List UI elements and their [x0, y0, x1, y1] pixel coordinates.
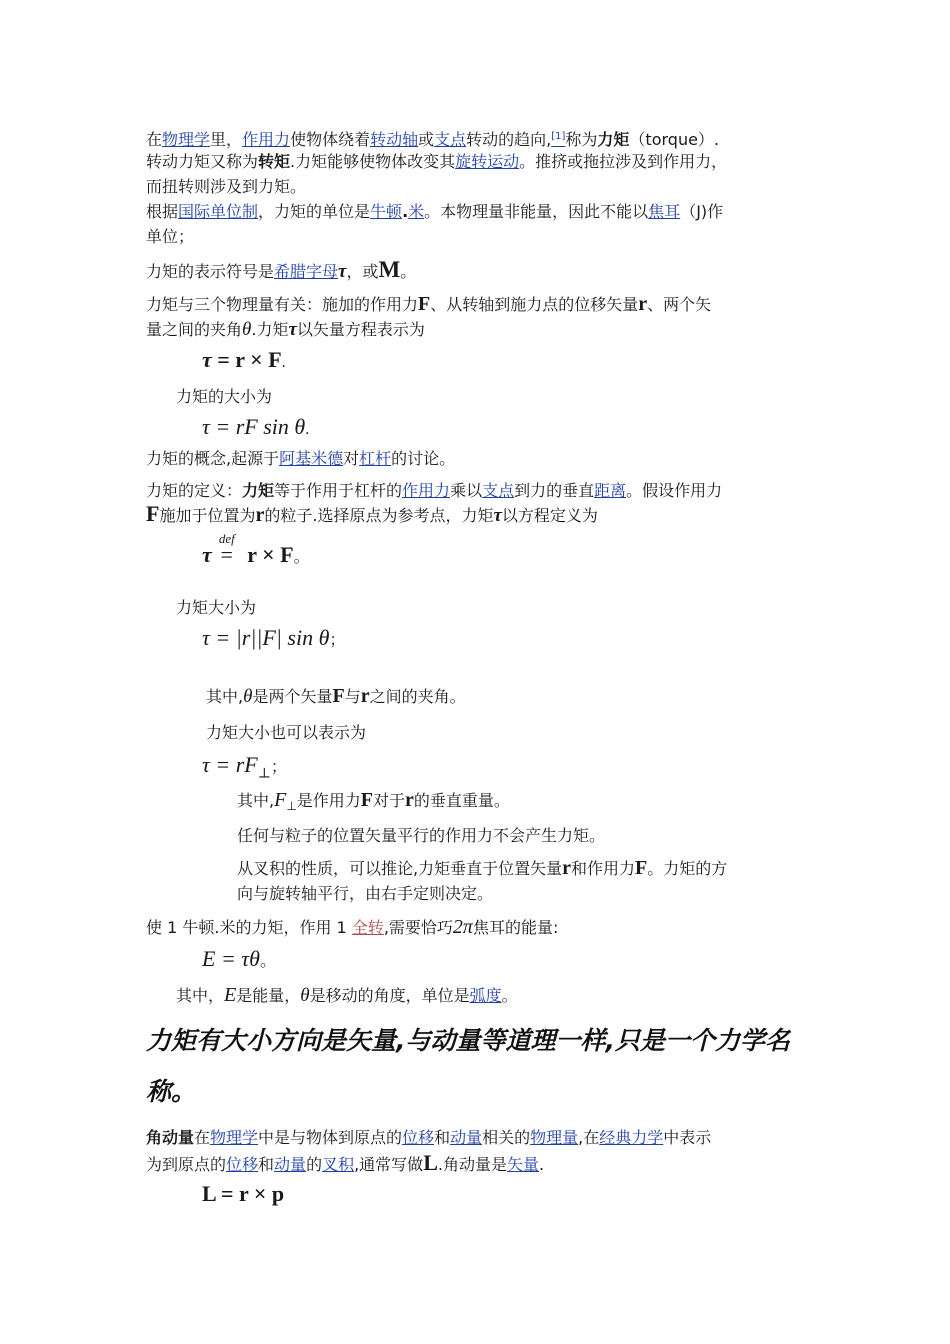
link-joule[interactable]: 焦耳 [648, 202, 681, 221]
text: 对 [343, 449, 360, 468]
link-distance[interactable]: 距离 [594, 481, 627, 500]
link-pivot[interactable]: 支点 [434, 130, 467, 149]
text: .力矩能够使物体改变其 [290, 152, 456, 171]
text: 的 [306, 1155, 323, 1174]
equation-angular-momentum [202, 1182, 284, 1205]
cross-product-note [237, 857, 727, 880]
term-torque: 力矩 [242, 481, 275, 500]
text: 。 [293, 549, 310, 566]
text: . [305, 421, 310, 438]
equation-energy [202, 947, 276, 973]
unit-line-2: 单位； [146, 227, 195, 246]
text: 使 1 牛顿.米的力矩，作用 1 [146, 918, 352, 937]
text: 使物体绕着 [290, 130, 371, 149]
text: .角动量是 [437, 1155, 507, 1174]
equation-text: r × F [247, 542, 294, 567]
text: 、从转轴到施力点的位移矢量 [430, 295, 639, 314]
link-physical-quantity[interactable]: 物理量 [530, 1128, 579, 1147]
text: 其中， [176, 986, 225, 1005]
text: 中表示 [663, 1128, 712, 1147]
f-symbol: F [418, 293, 431, 315]
text: ，力矩的单位是 [258, 202, 371, 221]
magnitude-label-2: 力矩大小为 [176, 598, 257, 617]
text: 转动的趋向, [466, 130, 552, 149]
equation-text: L = r × p [202, 1181, 285, 1206]
equation-cross-magnitude [202, 626, 345, 652]
text: ； [270, 759, 287, 776]
text: 。假设作用力 [626, 481, 723, 500]
text: 。 [501, 986, 518, 1005]
link-si[interactable]: 国际单位制 [178, 202, 259, 221]
definition-line-2 [146, 502, 598, 527]
text: 为到原点的 [146, 1155, 227, 1174]
link-cross-product[interactable]: 叉积 [322, 1155, 355, 1174]
f-symbol: F [146, 501, 160, 526]
origin-paragraph [146, 447, 455, 470]
f-symbol: F [360, 789, 373, 811]
text: . [402, 202, 409, 221]
link-momentum[interactable]: 动量 [450, 1128, 483, 1147]
f-perp-symbol: F [274, 789, 287, 811]
text: 焦耳的能量: [472, 918, 559, 937]
r-symbol: r [405, 789, 414, 811]
energy-paragraph [146, 916, 558, 939]
link-force[interactable]: 作用力 [242, 130, 291, 149]
angle-note [206, 685, 466, 708]
equation-definition [202, 531, 310, 569]
link-classical-mechanics[interactable]: 经典力学 [599, 1128, 664, 1147]
text: 其中, [237, 791, 275, 810]
link-meter[interactable]: 米 [408, 202, 425, 221]
equation-torque-magnitude [202, 415, 309, 441]
perp-note [237, 789, 510, 818]
equation-perpendicular [202, 753, 287, 785]
text: 从叉积的性质，可以推论,力矩垂直于位置矢量 [237, 859, 563, 878]
angular-momentum-line-2 [146, 1151, 544, 1176]
text: 以矢量方程表示为 [296, 320, 425, 339]
text: （J)作 [680, 202, 724, 221]
text: . [281, 354, 286, 371]
text: 的讨论。 [391, 449, 456, 468]
link-newton[interactable]: 牛顿 [370, 202, 403, 221]
angular-momentum-paragraph [146, 1126, 711, 1149]
text: 施加于位置为 [159, 506, 256, 525]
reference-link[interactable]: [1] [551, 131, 566, 142]
text: 是两个矢量 [252, 687, 333, 706]
text: 和作用力 [570, 859, 635, 878]
magnitude-label: 力矩的大小为 [176, 387, 273, 406]
text: ,通常写做 [354, 1155, 424, 1174]
text: 之间的夹角。 [369, 687, 466, 706]
text: ,在 [578, 1128, 600, 1147]
text: 和 [434, 1128, 451, 1147]
link-physics[interactable]: 物理学 [162, 130, 211, 149]
perp-subscript: ⊥ [286, 799, 297, 814]
link-vector[interactable]: 矢量 [506, 1155, 539, 1174]
text: 其中, [206, 687, 244, 706]
text: 对于 [373, 791, 406, 810]
term-zhuanju: 转矩 [258, 152, 291, 171]
text: 量之间的夹角 [146, 320, 243, 339]
equation-text: τ = rF sin θ [202, 414, 306, 439]
intro-line-3: 而扭转则涉及到力矩。 [146, 177, 307, 196]
text: 称为 [565, 130, 598, 149]
text: 力矩的表示符号是 [146, 262, 275, 281]
text: 力矩的概念,起源于 [146, 449, 280, 468]
r-symbol: r [562, 857, 571, 879]
text: 的粒子.选择原点为参考点，力矩 [264, 506, 494, 525]
text: 是移动的角度，单位是 [309, 986, 470, 1005]
text: 。力矩的方 [647, 859, 728, 878]
summary-heading-line-2: 称。 [146, 1077, 197, 1106]
text: 。本物理量非能量，因此不能以 [424, 202, 649, 221]
tau-symbol: τ [493, 505, 502, 526]
text: 或 [418, 130, 435, 149]
alt-magnitude-label: 力矩大小也可以表示为 [206, 723, 367, 742]
tau-symbol: τ [202, 542, 212, 567]
text: 与 [344, 687, 361, 706]
link-greek[interactable]: 希腊字母 [274, 262, 339, 281]
text: .力矩 [251, 320, 289, 339]
l-symbol: L [423, 1150, 438, 1175]
link-rotation[interactable]: 旋转运动 [455, 152, 520, 171]
link-displacement[interactable]: 位移 [226, 1155, 259, 1174]
def-equals [212, 531, 242, 567]
r-symbol: r [638, 293, 648, 315]
link-displacement[interactable]: 位移 [402, 1128, 435, 1147]
cross-product-line-2: 向与旋转轴平行，由右手定则决定。 [237, 884, 494, 903]
symbol-paragraph [146, 258, 416, 283]
theta-symbol: θ [243, 686, 253, 707]
text: 中是与物体到原点的 [258, 1128, 403, 1147]
r-symbol: r [360, 685, 370, 707]
link-force[interactable]: 作用力 [402, 481, 451, 500]
equation-text: τ = |r||F| sin θ [202, 625, 330, 650]
text: . [538, 1155, 545, 1174]
link-lever[interactable]: 杠杆 [359, 449, 392, 468]
link-archimedes[interactable]: 阿基米德 [279, 449, 344, 468]
link-radian[interactable]: 弧度 [469, 986, 502, 1005]
f-symbol: F [332, 685, 345, 707]
text: 是能量， [236, 986, 301, 1005]
text: 以方程定义为 [501, 506, 598, 525]
tau-symbol: τ [288, 319, 297, 340]
m-symbol: M [378, 257, 401, 282]
theta-symbol: θ [300, 985, 310, 1006]
two-pi-symbol: 2π [452, 916, 473, 938]
text: 的垂直重量。 [413, 791, 510, 810]
link-momentum[interactable]: 动量 [274, 1155, 307, 1174]
term-torque: 力矩 [597, 130, 630, 149]
def-label: def [218, 531, 235, 546]
link-revolution[interactable]: 全转 [351, 918, 384, 937]
equation-text: τ = rF [202, 752, 258, 777]
text: 。推挤或拖拉涉及到作用力， [519, 152, 728, 171]
intro-line-2 [146, 150, 727, 173]
theta-symbol: θ [242, 319, 252, 340]
text: 力矩与三个物理量有关：施加的作用力 [146, 295, 419, 314]
f-symbol: F [635, 857, 648, 879]
summary-heading-line-1: 力矩有大小方向是矢量,与动量等道理一样,只是一个力学名 [146, 1026, 790, 1055]
perp-subscript: ⊥ [257, 766, 271, 782]
e-symbol: E [224, 984, 237, 1006]
text: 里， [210, 130, 243, 149]
intro-paragraph [146, 125, 719, 151]
text: ，或 [346, 262, 379, 281]
text: 转动力矩又称为 [146, 152, 259, 171]
term-angular-momentum: 角动量 [146, 1128, 195, 1147]
text: 在 [194, 1128, 211, 1147]
r-symbol: r [255, 504, 265, 526]
equation-text: = r × F [211, 347, 282, 372]
quantities-line-2 [146, 318, 425, 341]
text: 力矩的定义： [146, 481, 243, 500]
parallel-note: 任何与粒子的位置矢量平行的作用力不会产生力矩。 [237, 826, 606, 845]
link-pivot[interactable]: 支点 [482, 481, 515, 500]
text: 到力的垂直 [514, 481, 595, 500]
text: 根据 [146, 202, 179, 221]
text: 是作用力 [296, 791, 361, 810]
unit-paragraph [146, 200, 723, 223]
link-axis[interactable]: 转动轴 [370, 130, 419, 149]
text: ,需要恰巧 [383, 918, 453, 937]
text: 乘以 [450, 481, 483, 500]
text: （torque）. [629, 130, 720, 149]
text: ； [329, 632, 346, 649]
text: 和 [258, 1155, 275, 1174]
equation-text: E = τθ [202, 946, 260, 971]
text: 。 [259, 953, 276, 970]
equation-torque-vector [202, 348, 286, 374]
equals-sign: = [220, 542, 233, 567]
definition-paragraph [146, 479, 722, 502]
text: 。 [400, 262, 417, 281]
quantities-paragraph [146, 293, 711, 316]
text: 、两个矢 [647, 295, 712, 314]
tau-symbol: τ [202, 347, 212, 372]
energy-note [176, 984, 518, 1007]
tau-symbol: τ [338, 261, 347, 282]
text: 相关的 [482, 1128, 531, 1147]
text: 在 [146, 130, 163, 149]
link-physics[interactable]: 物理学 [210, 1128, 259, 1147]
text: 等于作用于杠杆的 [274, 481, 403, 500]
